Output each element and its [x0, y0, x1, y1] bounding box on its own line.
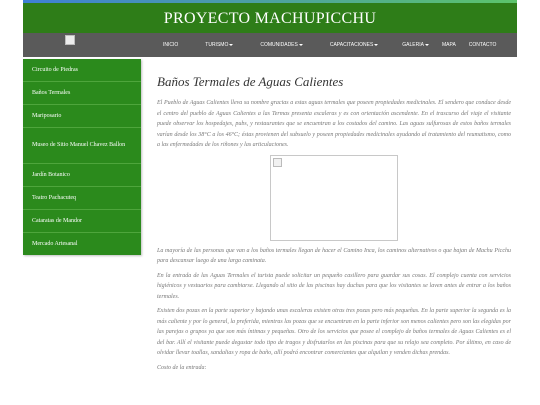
content-paragraph: La mayoría de las personas que van a los baños termales llegan de hacer el Camino Inca, los caminos alternativos o que bajan de Machu Picchu para descansar luego de una larga caminata. [157, 247, 511, 264]
nav-item-turismo[interactable] [205, 42, 233, 48]
nav-item-comunidades[interactable] [260, 42, 303, 48]
nav-item-inicio[interactable] [163, 42, 178, 48]
caret-down-icon [374, 44, 378, 46]
site-header [23, 3, 517, 33]
nav-label: CONTACTO [468, 42, 497, 48]
sidebar-item-mariposario[interactable] [23, 105, 141, 128]
caret-down-icon [299, 44, 303, 46]
nav-label: CAPACITACIONES [329, 42, 374, 48]
content-paragraph: El Pueblo de Aguas Calientes lleva su nombre gracias a estas aguas termales que poseen propiedades medicinales. El sendero que conduce desde el centro del pueblo de Aguas Calientes a las Termas presenta escaleras y es con orientación ascendente. En el trascurso del viaje el visitante puede observar los hospedajes, pubs, y restaurantes que se encuentran a los costados del camino. Las aguas sulfurosas de estos baños termales varían desde los 38°C a los 46°C; éstas provienen del subsuelo y poseen propiedades medicinales ayudando al tratamiento del reumatismo, como a las enfermedades de los riñones y las articulaciones. [157, 100, 511, 148]
sidebar-menu [23, 59, 141, 255]
nav-label: TURISMO [205, 42, 229, 48]
content-paragraph: Costo de la entrada: [157, 364, 207, 371]
page-container [23, 0, 517, 57]
sidebar-item-label: Cataratas de Mandor [32, 217, 82, 224]
sidebar-item-label: Teatro Pachacuteq [32, 194, 77, 201]
nav-item-capacitaciones[interactable] [330, 42, 378, 48]
sidebar-item-label: Museo de Sitio Manuel Chavez Ballon [32, 142, 126, 148]
page-title: Baños Termales de Aguas Calientes [157, 74, 344, 89]
nav-label: INICIO [163, 42, 179, 48]
nav-label: GALERIA [402, 42, 424, 48]
caret-down-icon [229, 44, 233, 46]
nav-label: COMUNIDADES [260, 42, 298, 48]
sidebar-item-label: Mercado Artesanal [32, 240, 78, 247]
nav-label: MAPA [441, 42, 456, 48]
sidebar-item-label: Jardín Botanico [32, 171, 70, 178]
sidebar-item-label: Mariposario [32, 112, 62, 119]
sidebar-item-museo-de-sitio[interactable] [23, 128, 141, 164]
sidebar-item-banos-termales[interactable] [23, 82, 141, 105]
sidebar-item-teatro-pachacuteq[interactable] [23, 187, 141, 210]
sidebar-item-mercado-artesanal[interactable] [23, 233, 141, 255]
sidebar-item-jardin-botanico[interactable] [23, 164, 141, 187]
broken-image-icon [273, 158, 282, 167]
sidebar-item-cataratas-de-mandor[interactable] [23, 210, 141, 233]
nav-menu [163, 33, 496, 57]
sidebar-item-circuito-de-piedras[interactable] [23, 59, 141, 82]
nav-item-galeria[interactable] [402, 42, 429, 48]
nav-item-mapa[interactable] [442, 42, 456, 48]
caret-down-icon [425, 44, 429, 46]
content-paragraph: Existen dos pozas en la parte superior y bajando unas escaleras existen otras tres pozas pero más pequeñas. En la parte superior la segunda es la más caliente y por lo general, la preferida, mientras las pozas que se encuentran en la parte inferior son menos calientes pero son las elegidas por las parejas o grupos ya que son más íntimas y pequeñas. Otro de los servicios que posee el complejo de baños termales de Aguas Calientes es el del bar. Allí el visitante puede degustar todo tipo de tragos y disfrutarlos en las piscinas para que su relajo sea completo. Por último, en caso de olvidar llevar toallas, sandalias y ropa de baño, allí podrá encontrar comerciantes que alquilan y venden dichas prendas. [157, 308, 511, 356]
logo-broken-image-icon[interactable] [65, 35, 75, 45]
content-image-placeholder [270, 155, 398, 241]
nav-item-contacto[interactable] [469, 42, 497, 48]
sidebar-item-label: Baños Termales [32, 89, 71, 96]
sidebar-item-label: Circuito de Piedras [32, 66, 78, 73]
content-paragraph: En la entrada de las Aguas Termales el turista puede solicitar un pequeño casillero para guardar sus cosas. El complejo cuenta con servicios higiénicos y vestuarios para cambiarse. Llegando al sitio de las piscinas hay duchas para que los visitantes se laven antes de entrar a los baños termales. [157, 272, 511, 300]
main-navbar [23, 33, 517, 57]
main-content [157, 74, 511, 377]
site-title: PROYECTO MACHUPICCHU [163, 10, 377, 27]
